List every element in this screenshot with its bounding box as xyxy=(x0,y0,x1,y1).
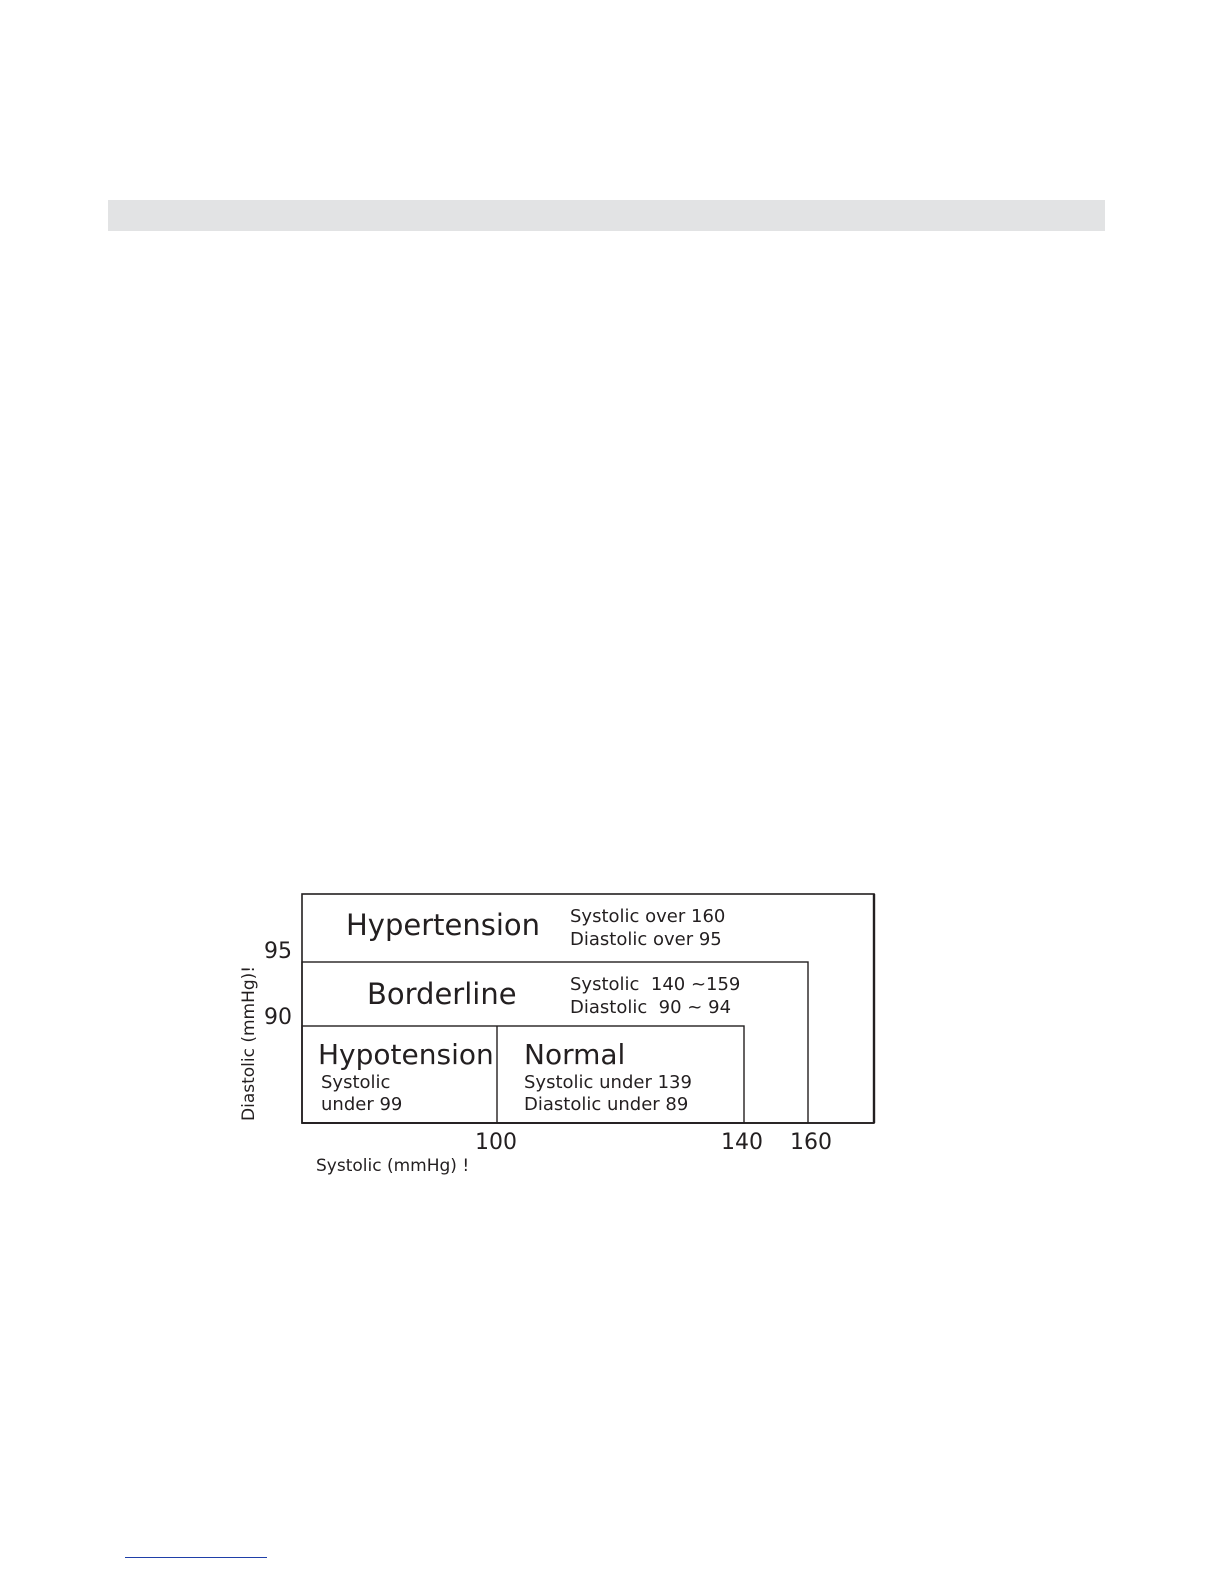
x-tick-label-140: 140 xyxy=(721,1130,763,1155)
y-tick-label-90: 90 xyxy=(264,1005,292,1030)
zone-borderline-line2: Diastolic 90 ~ 94 xyxy=(570,997,732,1018)
y-axis-label: Diastolic (mmHg)! xyxy=(239,965,259,1121)
x-tick-label-160: 160 xyxy=(790,1130,832,1155)
zone-hypertension-line1: Systolic over 160 xyxy=(570,906,726,927)
zone-borderline-title: Borderline xyxy=(367,977,517,1011)
zone-normal-title: Normal xyxy=(524,1038,626,1071)
zone-normal-line2: Diastolic under 89 xyxy=(524,1094,689,1115)
zone-hypertension-line2: Diastolic over 95 xyxy=(570,929,722,950)
zone-hypotension-line1: Systolic xyxy=(321,1072,391,1093)
x-axis-label: Systolic (mmHg) ! xyxy=(316,1156,470,1176)
footer-link-underline xyxy=(125,1557,267,1558)
x-tick-label-100: 100 xyxy=(475,1130,517,1155)
y-tick-label-95: 95 xyxy=(264,939,292,964)
zone-normal-line1: Systolic under 139 xyxy=(524,1072,692,1093)
zone-hypotension-title: Hypotension xyxy=(318,1038,494,1071)
zone-hypertension-title: Hypertension xyxy=(346,908,541,942)
zone-hypotension-line2: under 99 xyxy=(321,1094,403,1115)
zone-borderline-line1: Systolic 140 ~159 xyxy=(570,974,741,995)
